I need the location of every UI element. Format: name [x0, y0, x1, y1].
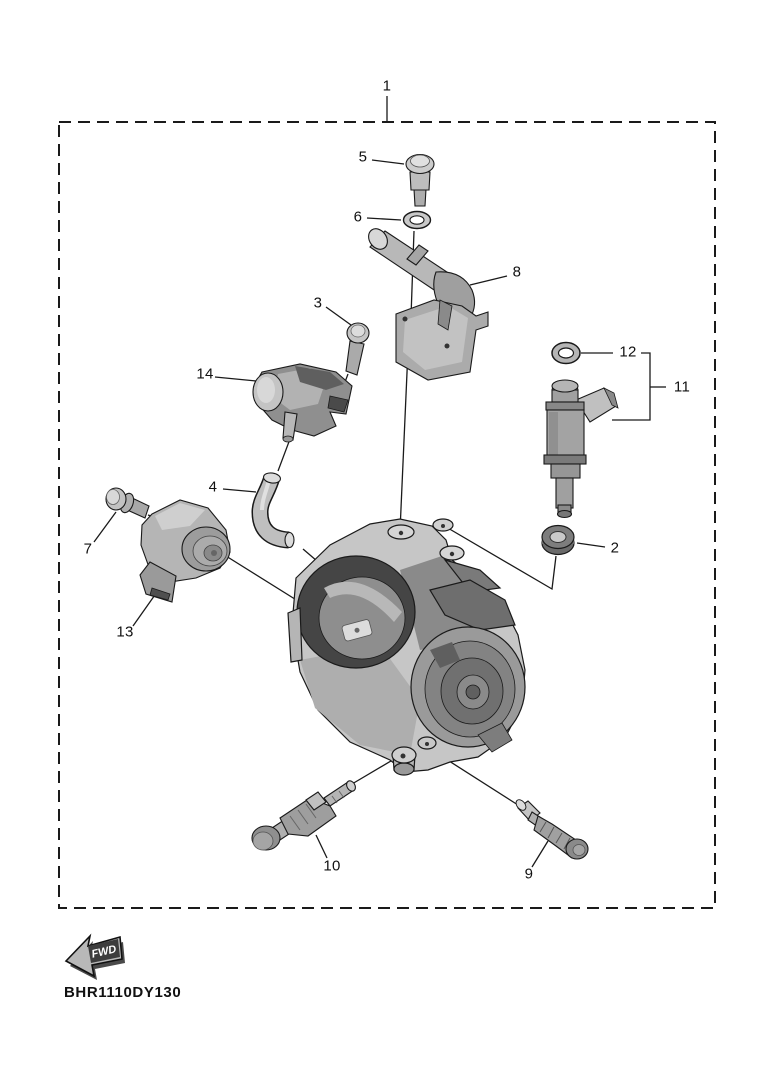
part-4-hose	[260, 472, 294, 548]
callout-12: 12	[619, 343, 637, 361]
part-5-bolt	[406, 155, 434, 207]
part-14-sensor-bracket	[253, 364, 352, 442]
callout-13: 13	[116, 623, 134, 641]
part-2-seal	[542, 526, 574, 555]
fwd-label: FWD	[90, 943, 118, 961]
part-3-bolt	[346, 323, 369, 375]
callout-6: 6	[353, 208, 363, 226]
callout-2: 2	[610, 539, 620, 557]
part-8-pipe-joint	[365, 225, 488, 380]
part-12-oring	[552, 343, 580, 364]
callout-10: 10	[323, 857, 341, 875]
callout-4: 4	[208, 478, 218, 496]
part-throttle-body	[288, 519, 525, 775]
callout-9: 9	[524, 865, 534, 883]
part-10-sensor	[252, 779, 357, 850]
callout-5: 5	[358, 148, 368, 166]
callout-11: 11	[673, 378, 691, 396]
part-9-sensor-screw	[514, 798, 588, 859]
fwd-arrow-icon	[66, 936, 125, 980]
callout-1: 1	[382, 77, 392, 95]
callout-7: 7	[83, 540, 93, 558]
part-7-bolt	[106, 488, 149, 518]
callout-3: 3	[313, 294, 323, 312]
part-11-injector	[544, 380, 618, 518]
part-6-washer	[404, 212, 431, 229]
part-code: BHR1110DY130	[64, 984, 182, 1001]
callout-14: 14	[196, 365, 214, 383]
callout-8: 8	[512, 263, 522, 281]
part-13-sensor	[140, 500, 230, 602]
